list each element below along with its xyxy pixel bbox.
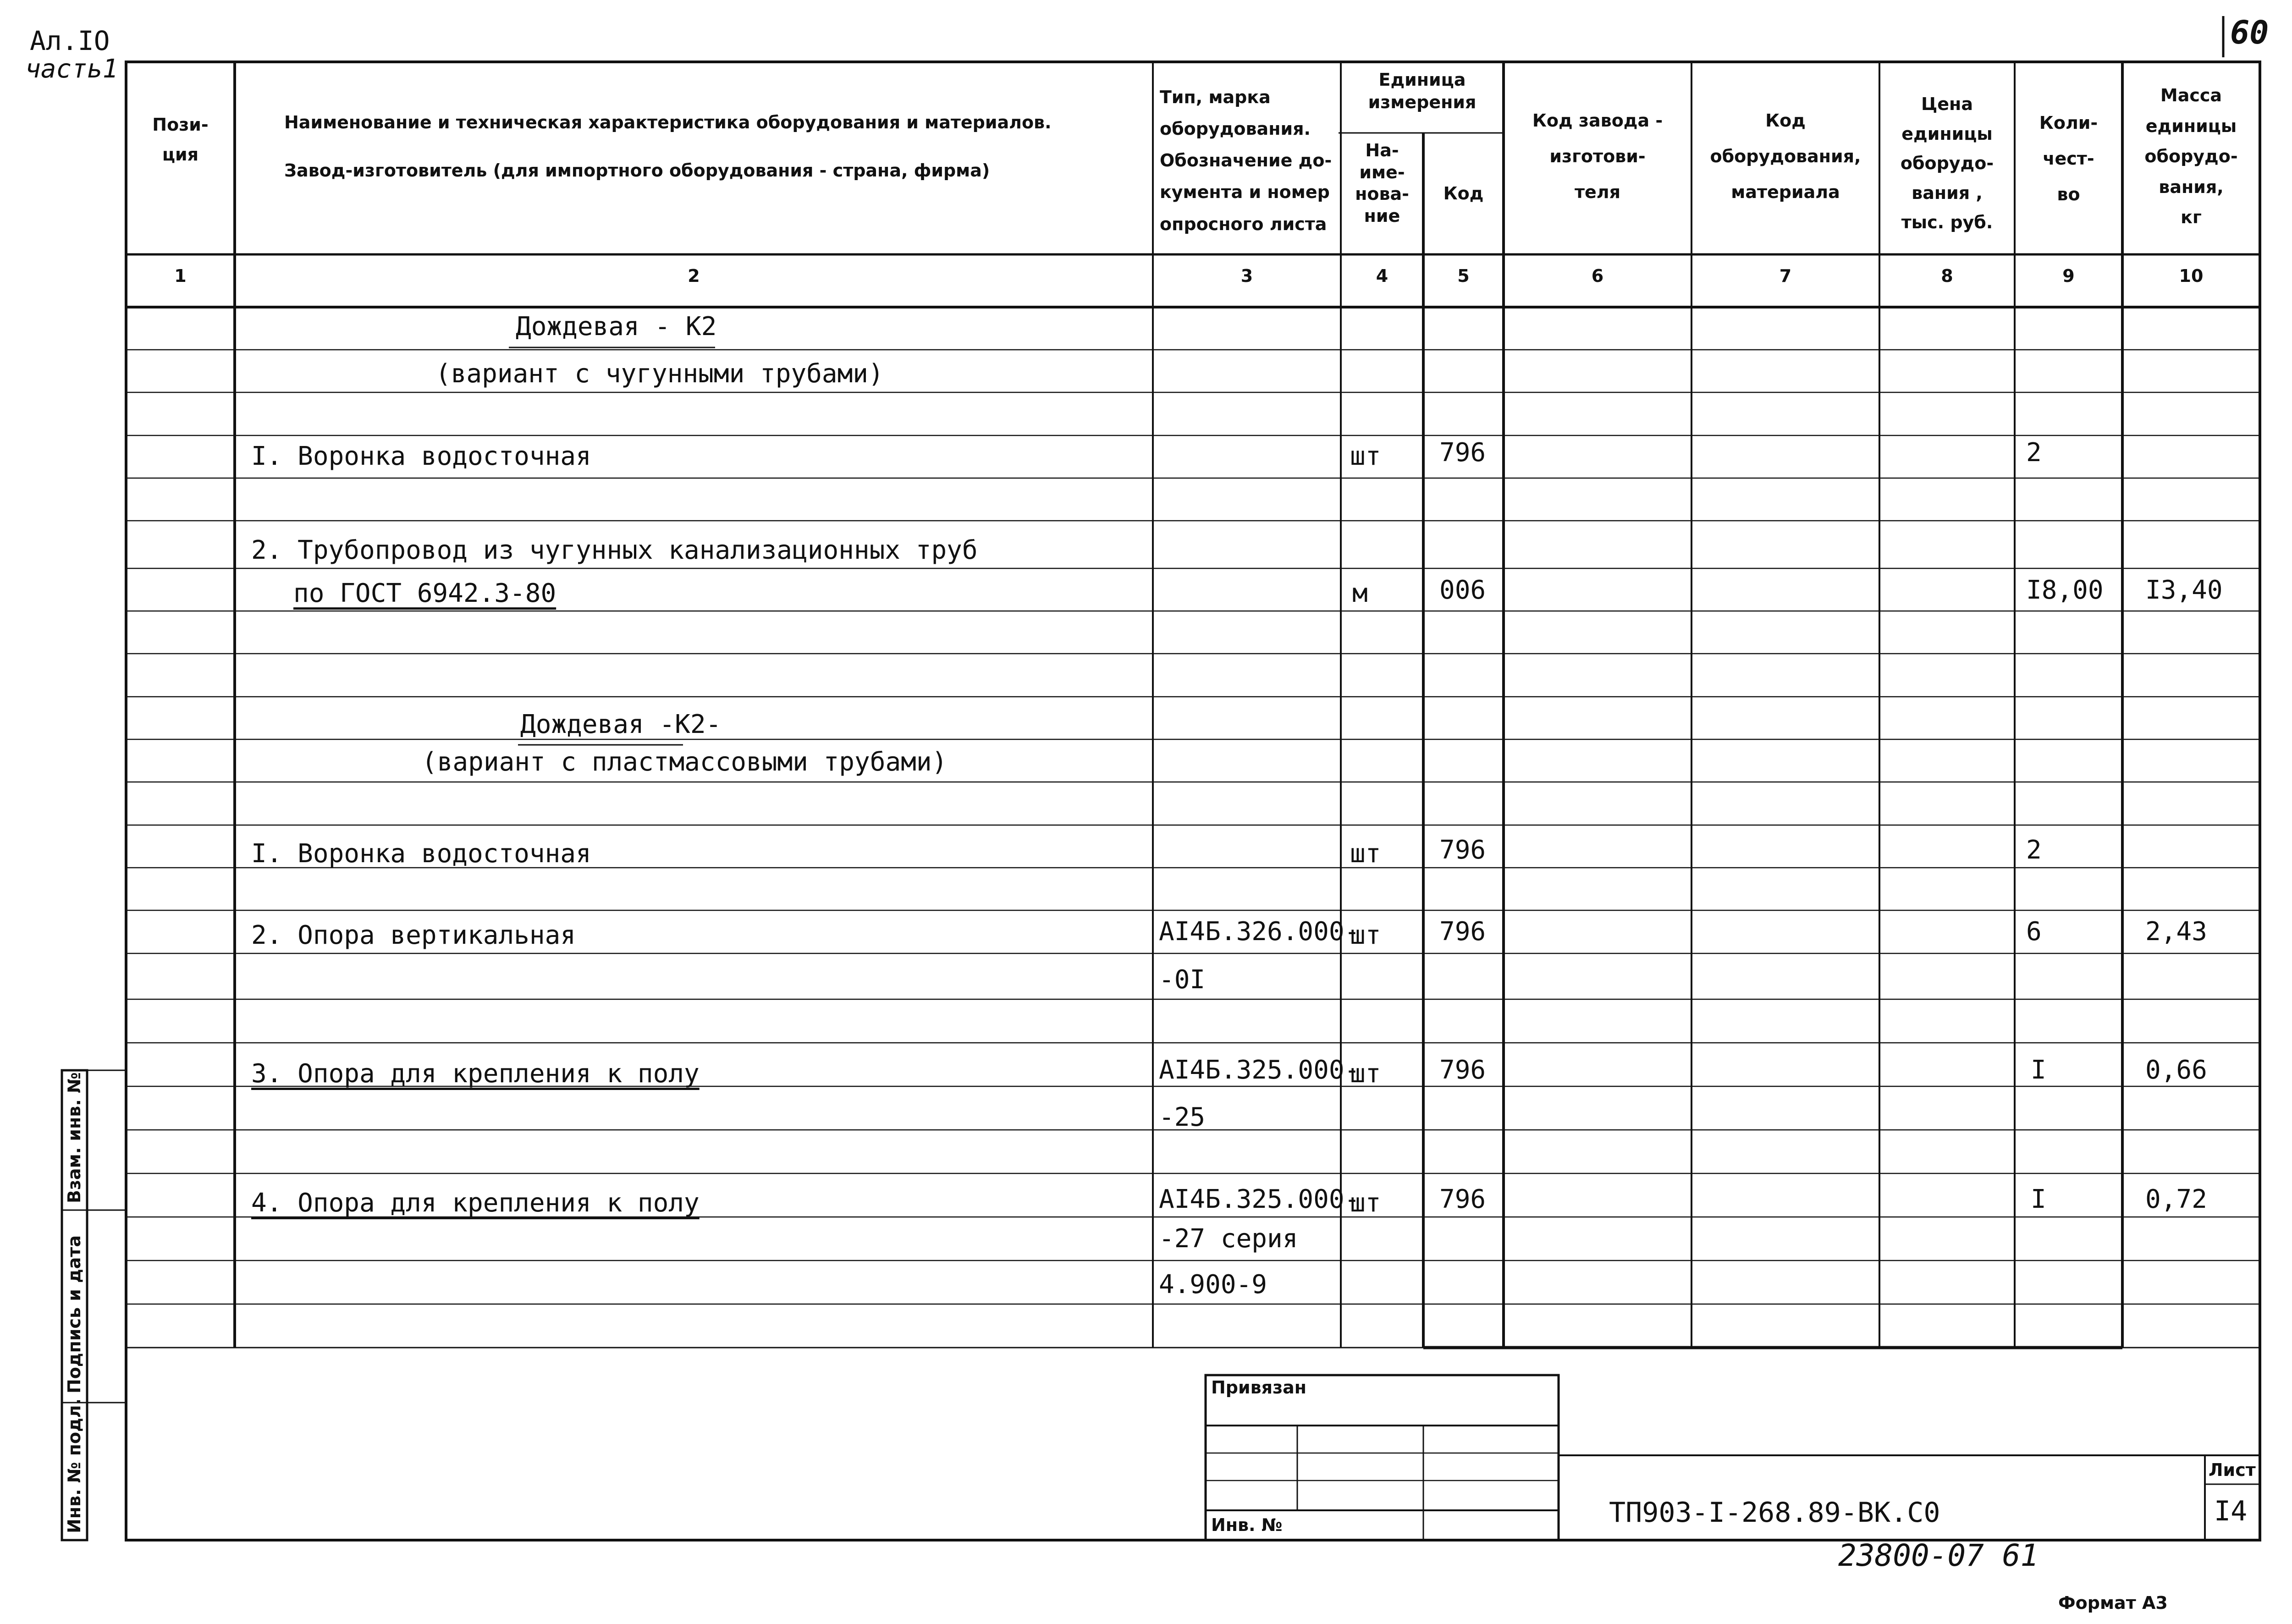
item-mass: 0,66 [2145,1055,2207,1085]
column-number: 2 [688,266,700,286]
item-name: I. Воронка водосточная [251,441,591,471]
item-unit: шт [1350,1059,1381,1089]
section-subtitle: (вариант с пластмассовыми трубами) [422,747,948,777]
item-unit: м [1352,578,1368,608]
header-unit-code: Код [1443,183,1484,204]
column-number: 7 [1779,266,1792,286]
sidebar-signature-date: Подпись и дата [64,1235,84,1393]
item-type-cont: 4.900-9 [1159,1270,1267,1299]
item-name: 3. Опора для крепления к полу [251,1059,700,1089]
album-number: Ал.IO [30,25,110,56]
item-unit: шт [1350,1188,1381,1218]
item-quantity: 2 [2026,438,2042,468]
item-type-cont: -25 [1159,1102,1206,1132]
column-number: 10 [2179,266,2204,286]
item-type: АI4Б.325.000- [1159,1055,1360,1085]
header-equipment-code: Код оборудования, материала [1710,110,1861,202]
part-handwritten: часть1 [25,54,118,84]
item-quantity: I [2031,1055,2046,1085]
item-unit-code: 796 [1439,1184,1486,1214]
item-unit-code: 796 [1439,1055,1486,1085]
item-unit-code: 796 [1439,438,1486,468]
section-title: Дождевая - К2 [516,312,717,341]
item-name-cont: по ГОСТ 6942.3-80 [293,578,556,608]
item-unit: шт [1350,441,1381,471]
document-code: ТП903-I-268.89-ВК.С0 [1609,1497,1940,1529]
item-type-cont: -27 серия [1159,1224,1298,1254]
header-unit-group: Единица измерения [1368,70,1477,113]
item-mass: 0,72 [2145,1184,2207,1214]
format-label: Формат А3 [2058,1593,2168,1613]
item-unit-code: 006 [1439,575,1486,605]
item-unit-code: 796 [1439,917,1486,947]
header-unit-name: На- име- нова- ние [1355,140,1409,226]
section-subtitle: (вариант с чугунными трубами) [435,359,884,389]
header-price: Цена единицы оборудо- вания , тыс. руб. [1900,94,1994,233]
item-quantity: I8,00 [2026,575,2104,605]
header-factory-code: Код завода - изготови- теля [1532,110,1663,202]
column-number: 6 [1591,266,1604,286]
item-type: АI4Б.325.000- [1159,1184,1360,1214]
item-mass: 2,43 [2145,917,2207,947]
header-type: Тип, марка оборудования. Обозначение до- кумента и номер опросного листа [1160,87,1332,234]
header-name-line2: Завод-изготовитель (для импортного оборудования - страна, фирма) [284,160,990,181]
item-unit: шт [1350,839,1381,869]
item-quantity: 6 [2026,917,2042,947]
item-type: АI4Б.326.000- [1159,917,1360,947]
column-number: 9 [2062,266,2075,286]
item-type-cont: -0I [1159,965,1206,995]
header-position: Пози- ция [152,115,209,165]
item-unit-code: 796 [1439,835,1486,865]
item-quantity: I [2031,1184,2046,1214]
section-title: Дождевая -К2- [520,710,722,739]
stamp-privyazan: Привязан [1211,1377,1307,1398]
header-quantity: Коли- чест- во [2039,113,2098,204]
item-name: 2. Трубопровод из чугунных канализационных труб [251,535,978,565]
sheet-label: Лист [2209,1460,2256,1480]
sidebar-inv-podl: Инв. № подл. [64,1398,84,1533]
column-number: 8 [1941,266,1953,286]
item-name: I. Воронка водосточная [251,839,591,869]
sidebar-vzam-inv: Взам. инв. № [64,1072,84,1203]
column-number: 4 [1376,266,1388,286]
header-name-line1: Наименование и техническая характеристика оборудования и материалов. [284,112,1052,132]
item-mass: I3,40 [2145,575,2223,605]
column-number: 1 [174,266,187,286]
handwritten-number: 23800-07 61 [1838,1538,2039,1573]
page-mark-handwritten: 60 [2230,14,2269,51]
item-name: 4. Опора для крепления к полу [251,1188,700,1218]
column-number: 3 [1240,266,1253,286]
header-mass: Масса единицы оборудо- вания, кг [2144,85,2238,227]
item-name: 2. Опора вертикальная [251,920,576,950]
item-quantity: 2 [2026,835,2042,865]
sheet-number: I4 [2214,1495,2248,1527]
column-number: 5 [1457,266,1470,286]
stamp-inv-number: Инв. № [1211,1515,1283,1535]
item-unit: шт [1350,920,1381,950]
